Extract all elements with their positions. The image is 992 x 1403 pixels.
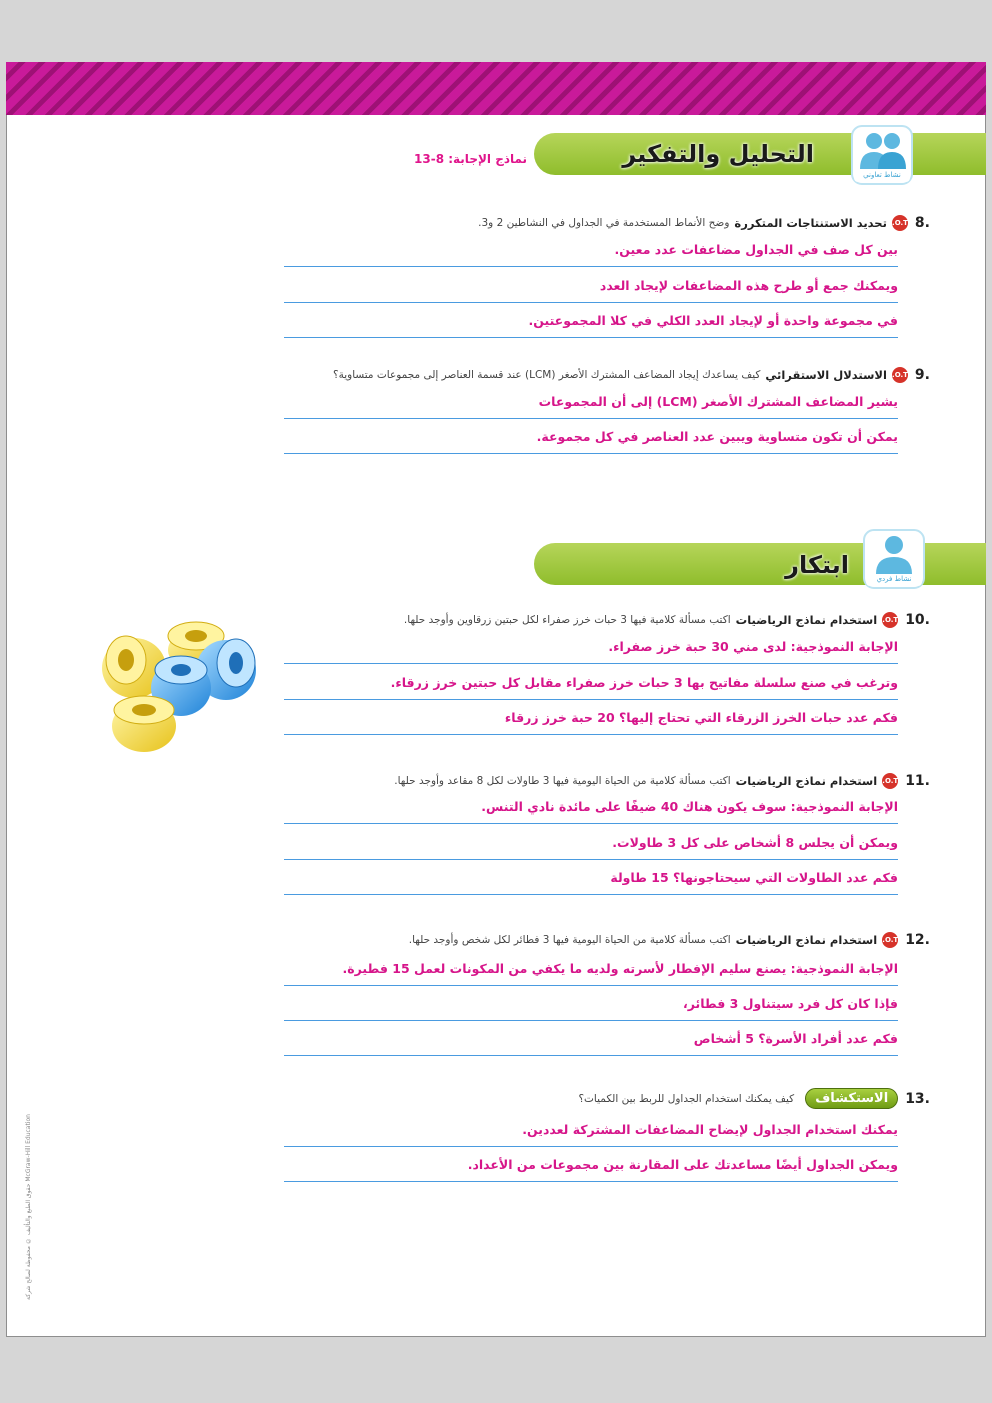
answer-line: فإذا كان كل فرد سيتناول 3 فطائر، xyxy=(284,996,898,1021)
answer-line: فكم عدد حبات الخرز الزرقاء التي تحتاج إليها؟ 20 حبة خرز زرقاء xyxy=(284,710,898,735)
answer-line: يمكنك استخدام الجداول لإيضاح المضاعفات المشتركة لعددين. xyxy=(284,1122,898,1147)
hot-icon: H.O.T xyxy=(882,612,898,628)
yellow-bead xyxy=(112,696,176,752)
question-number: .8 xyxy=(914,215,930,231)
hot-icon: H.O.T xyxy=(892,215,908,231)
question-skill: تحديد الاستنتاجات المتكررة xyxy=(734,216,887,230)
question-9 xyxy=(333,367,930,383)
answer-line: فكم عدد الطاولات التي سيحتاجونها؟ 15 طاولة xyxy=(284,870,898,895)
copyright-credit: حقوق الطبع والتأليف © محفوظة لصالح شركة McGraw-Hill Education xyxy=(25,1114,32,1300)
answer-line: في مجموعة واحدة أو لإيجاد العدد الكلي في كلا المجموعتين. xyxy=(284,313,898,338)
question-skill: استخدام نماذج الرياضيات xyxy=(735,613,878,627)
answer-line: يشير المضاعف المشترك الأصغر (LCM) إلى أن المجموعات xyxy=(284,394,898,419)
question-8 xyxy=(478,215,930,231)
hot-icon: H.O.T xyxy=(892,367,908,383)
answer-line: يمكن أن تكون متساوية ويبين عدد العناصر في كل مجموعة. xyxy=(284,429,898,454)
question-skill: استخدام نماذج الرياضيات xyxy=(735,933,878,947)
question-11 xyxy=(394,773,930,789)
question-10 xyxy=(404,612,930,628)
question-text: وضح الأنماط المستخدمة في الجداول في النشاطين 2 و3. xyxy=(478,217,730,229)
question-number: .13 xyxy=(905,1090,930,1107)
question-number: .10 xyxy=(905,612,930,628)
question-number: .12 xyxy=(905,932,930,948)
question-text: اكتب مسألة كلامية من الحياة اليومية فيها 3 فطائر لكل شخص وأوجد حلها. xyxy=(408,934,731,946)
group-activity-icon xyxy=(850,124,914,182)
answer-line: فكم عدد أفراد الأسرة؟ 5 أشخاص xyxy=(284,1031,898,1056)
section-title-creativity: ابتكار xyxy=(785,551,849,579)
question-13 xyxy=(578,1088,930,1109)
question-number: .11 xyxy=(905,773,930,789)
answer-line: الإجابة النموذجية: سوف يكون هناك 40 ضيفًا على مائدة نادي التنس. xyxy=(284,799,898,824)
question-text: كيف يساعدك إيجاد المضاعف المشترك الأصغر (LCM) عند قسمة العناصر إلى مجموعات متساوية؟ xyxy=(333,369,761,381)
question-number: .9 xyxy=(914,367,930,383)
individual-activity-label: نشاط فردي xyxy=(876,575,912,583)
group-activity-label: نشاط تعاوني xyxy=(863,171,901,179)
top-banner xyxy=(6,62,986,115)
answer-line: ويمكنك جمع أو طرح هذه المضاعفات لإيجاد العدد xyxy=(284,278,898,303)
explore-badge: الاستكشاف xyxy=(805,1088,898,1109)
hot-icon: H.O.T xyxy=(882,932,898,948)
question-12 xyxy=(409,932,930,948)
question-skill: الاستدلال الاستقرائي xyxy=(765,368,887,382)
question-text: اكتب مسألة كلامية من الحياة اليومية فيها 3 طاولات لكل 8 مقاعد وأوجد حلها. xyxy=(394,775,731,787)
hot-icon: H.O.T xyxy=(882,773,898,789)
question-text: اكتب مسألة كلامية فيها 3 حبات خرز صفراء لكل حبتين زرقاوين وأوجد حلها. xyxy=(403,614,731,626)
beads-illustration xyxy=(96,608,268,758)
answer-line: وترغب في صنع سلسلة مفاتيح بها 3 حبات خرز صفراء مقابل كل حبتين خرز زرقاء. xyxy=(284,675,898,700)
individual-activity-icon xyxy=(862,528,926,586)
section-title-analysis: التحليل والتفكير xyxy=(622,140,814,168)
question-skill: استخدام نماذج الرياضيات xyxy=(735,774,878,788)
question-text: كيف يمكنك استخدام الجداول للربط بين الكميات؟ xyxy=(578,1092,795,1105)
answer-line: الإجابة النموذجية: لدى مني 30 حبة خرز صفراء. xyxy=(284,639,898,664)
answer-line: ويمكن أن يجلس 8 أشخاص على كل 3 طاولات. xyxy=(284,835,898,860)
answer-line: ويمكن الجداول أيضًا مساعدتك على المقارنة بين مجموعات من الأعداد. xyxy=(284,1157,898,1182)
answer-key-label: نماذج الإجابة: 8-13 xyxy=(414,152,528,166)
answer-line: بين كل صف في الجداول مضاعفات عدد معين. xyxy=(284,242,898,267)
answer-line: الإجابة النموذجية: يصنع سليم الإفطار لأسرته ولديه ما يكفي من المكونات لعمل 15 فطيرة. xyxy=(284,961,898,986)
